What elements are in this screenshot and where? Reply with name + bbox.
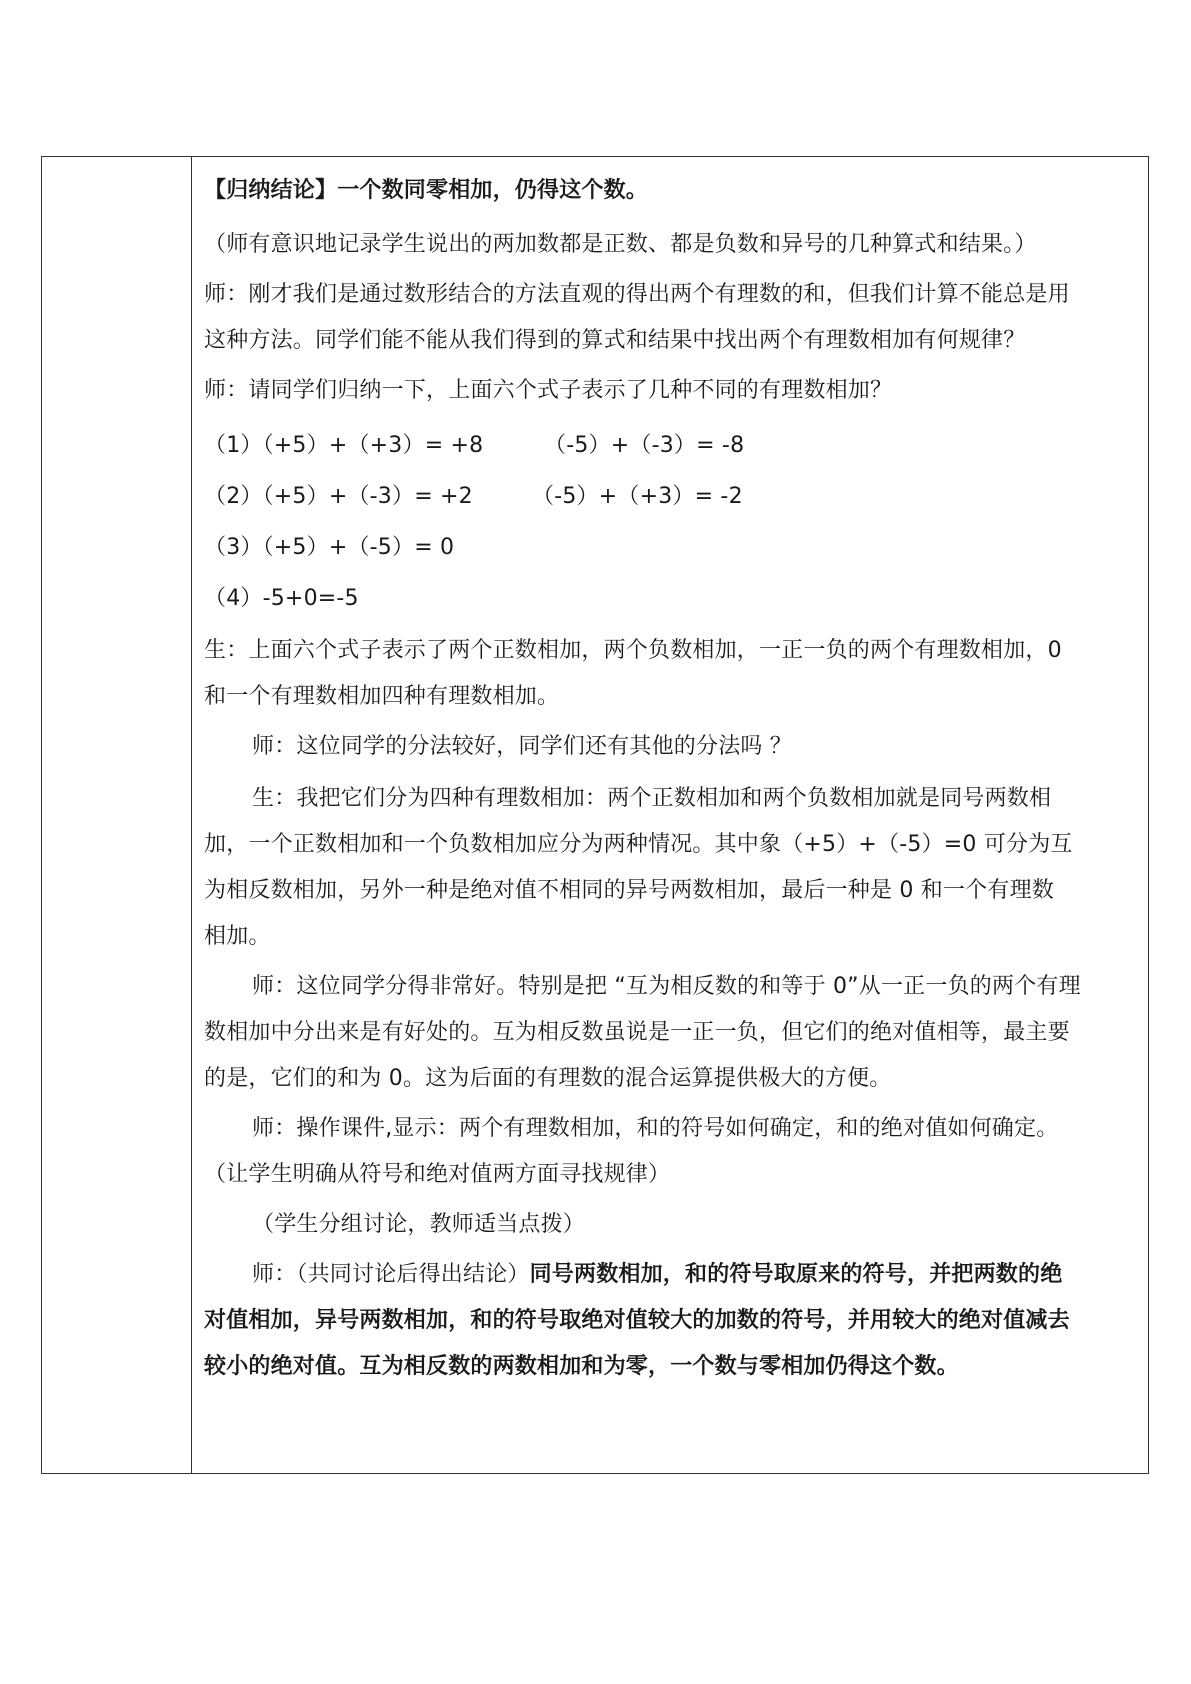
lesson-table <box>41 156 1149 1474</box>
text-line: （师有意识地记录学生说出的两加数都是正数、都是负数和异号的几种算式和结果。） <box>204 232 1037 257</box>
equation-row-3: （3）（+5）+（-5）= 0 <box>204 535 455 560</box>
equation: （1）（+5）+（+3）= +8 <box>204 433 484 458</box>
content-cell <box>192 157 1148 1473</box>
conclusion-line: 对值相加，异号两数相加，和的符号取绝对值较大的加数的符号，并用较大的绝对值减去 <box>204 1308 1070 1333</box>
conclusion-line: 较小的绝对值。互为相反数的两数相加和为零，一个数与零相加仍得这个数。 <box>204 1354 959 1379</box>
text-line: 加，一个正数相加和一个负数相加应分为两种情况。其中象（+5）+（-5）=0 可分为互 <box>204 832 1073 857</box>
text-line: 生：上面六个式子表示了两个正数相加，两个负数相加，一正一负的两个有理数相加，0 <box>204 638 1062 663</box>
text-line: （让学生明确从符号和绝对值两方面寻找规律） <box>204 1162 671 1187</box>
text-line: 相加。 <box>204 924 271 949</box>
text-line: 为相反数相加，另外一种是绝对值不相同的异号两数相加，最后一种是 0 和一个有理数 <box>204 878 1054 903</box>
text-line: 师：操作课件,显示：两个有理数相加，和的符号如何确定，和的绝对值如何确定。 <box>252 1116 1059 1141</box>
left-column-cell <box>42 157 192 1473</box>
text-line: 师：请同学们归纳一下，上面六个式子表示了几种不同的有理数相加？ <box>204 378 893 403</box>
text-line: 的是，它们的和为 0。这为后面的有理数的混合运算提供极大的方便。 <box>204 1066 892 1091</box>
conclusion-heading: 【归纳结论】一个数同零相加，仍得这个数。 <box>204 178 649 203</box>
equation-row-2 <box>204 482 1142 512</box>
equation-row-1 <box>204 431 1142 461</box>
conclusion-bold: 同号两数相加，和的符号取原来的符号，并把两数的绝 <box>529 1262 1063 1287</box>
text-line: 师：这位同学的分法较好，同学们还有其他的分法吗 ？ <box>252 734 792 759</box>
text-line: 数相加中分出来是有好处的。互为相反数虽说是一正一负，但它们的绝对值相等，最主要 <box>204 1020 1070 1045</box>
conclusion-line <box>204 1260 1142 1290</box>
text-line: （学生分组讨论，教师适当点拨） <box>252 1212 586 1237</box>
text-line: 师：这位同学分得非常好。特别是把 “互为相反数的和等于 0”从一正一负的两个有理 <box>252 974 1081 999</box>
text-line: 这种方法。同学们能不能从我们得到的算式和结果中找出两个有理数相加有何规律？ <box>204 328 1026 353</box>
equation: （-5）+（+3）= -2 <box>532 484 743 509</box>
conclusion-prefix: 师：（共同讨论后得出结论） <box>252 1262 530 1287</box>
equation-row-4: （4）-5+0=-5 <box>204 586 359 611</box>
equation: （2）（+5）+（-3）= +2 <box>204 484 473 509</box>
text-line: 师：刚才我们是通过数形结合的方法直观的得出两个有理数的和，但我们计算不能总是用 <box>204 282 1070 307</box>
text-line: 生：我把它们分为四种有理数相加：两个正数相加和两个负数相加就是同号两数相 <box>252 786 1052 811</box>
text-line: 和一个有理数相加四种有理数相加。 <box>204 684 560 709</box>
equation: （-5）+（-3）= -8 <box>544 433 745 458</box>
